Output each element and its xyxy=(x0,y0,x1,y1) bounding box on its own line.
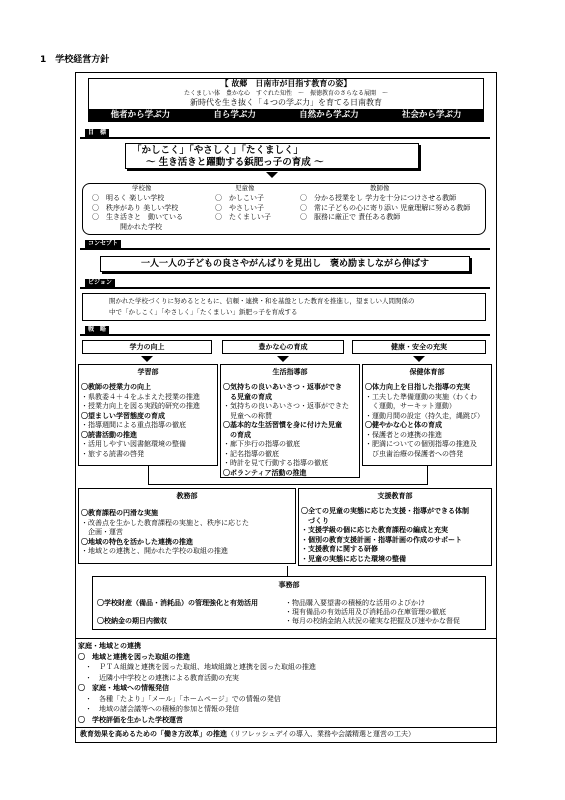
dept-lines xyxy=(223,383,349,478)
dept-title: 支援教育部 xyxy=(377,492,413,500)
connector xyxy=(148,466,149,484)
dept-line: ・改善点を生かした教育課程の実施と、秩序に応じた xyxy=(81,518,249,527)
dept-learning xyxy=(78,364,218,466)
school-image-list xyxy=(92,194,183,232)
city-vision-box xyxy=(88,78,484,122)
power-label: 自ら学ぶ力 xyxy=(213,109,256,120)
concept-rule xyxy=(80,248,490,250)
reform-bold: 教育効果を高めるための「働き方改革」の推進 xyxy=(80,730,227,738)
admin-left-item: 〇学校財産（備品・消耗品）の管理強化と有効活用 xyxy=(97,599,258,607)
dept-line: ・記名指導の徹底 xyxy=(223,449,279,458)
dept-line: る児童の育成 xyxy=(223,392,272,401)
strategy-tag: 戦 略 xyxy=(85,326,109,334)
child-image-list xyxy=(215,194,271,223)
dept-line: 〇地域の特色を活かした連携の推進 xyxy=(81,537,193,546)
dept-line: づくり xyxy=(301,516,329,525)
dept-academic-affairs xyxy=(78,488,296,564)
list-item: 〇 秩序があり 美しい学校 xyxy=(92,203,179,212)
dept-line: 〇読書活動の推進 xyxy=(81,430,137,439)
community-line: ・ 各種「たより」「メール」「ホームページ」での情報の発信 xyxy=(78,694,281,703)
dept-line: ・時計を見て行動する指導の徹底 xyxy=(223,459,328,467)
dept-line: く運動，サーキット運動） xyxy=(365,402,456,410)
goal-box xyxy=(125,143,419,169)
community-line: ・ ＰＴＡ組織と連携を図った取組、地域組織と連携を図った取組の推進 xyxy=(78,663,316,671)
dept-line: 〇望ましい学習態度の育成 xyxy=(81,411,165,420)
divider xyxy=(75,638,497,639)
four-powers-bar xyxy=(89,109,483,122)
dept-line: ・県教委４＋４をふまえた授業の推進 xyxy=(81,392,200,401)
community-line: 〇 学校評価を生かした学校運営 xyxy=(78,715,183,724)
dept-line: 〇ボランティア活動の推進 xyxy=(223,468,307,477)
vision-line1: 開かれた学校づくりに努めるとともに、信頼・連携・和を基盤とした教育を推進し，望ましい人間関係の xyxy=(109,297,415,305)
down-arrow-icon xyxy=(277,356,289,362)
connector xyxy=(287,566,288,576)
dept-line: ・児童の実態に応じた環境の整備 xyxy=(301,554,406,563)
dept-line: ・肥満についての個別指導の推進及 xyxy=(365,440,477,448)
admin-left-item: 〇校納金の期日内徴収 xyxy=(97,617,167,625)
vision-rule xyxy=(80,287,490,289)
dept-line: 〇健やかな心と体の育成 xyxy=(365,421,442,429)
list-item: 〇 常に子どもの心に寄り添い 児童理解に努める教師 xyxy=(300,203,471,212)
dept-line: ・旅する読書の啓発 xyxy=(81,449,144,458)
dept-line: 〇教育課程の円滑な実施 xyxy=(81,509,158,517)
list-item: 〇 やさしい子 xyxy=(215,203,264,212)
list-item: 〇 明るく 楽しい学校 xyxy=(92,194,165,202)
dept-line: ・授業力向上を図る実践的研究の推進 xyxy=(81,402,200,410)
dept-line: ・気持ちの良いあいさつ・返事ができた xyxy=(223,402,349,410)
vision-line2: 中で「かしこく」「やさしく」「たくましい」鋲肥っ子を育成する xyxy=(109,308,298,316)
list-item: 〇 生き活きと 動いている xyxy=(92,213,183,221)
dept-line: 〇基本的な生活習慣を身に付けた児童 xyxy=(223,421,342,429)
teacher-image-title: 教師像 xyxy=(370,184,390,192)
dept-lines xyxy=(81,509,249,557)
concept-box xyxy=(100,256,470,272)
dept-title: 生活指導部 xyxy=(272,368,308,376)
goal-rule xyxy=(80,137,490,139)
dept-line: ・工夫した準備運動の実施（わくわ xyxy=(365,392,477,401)
down-arrow-icon xyxy=(266,172,278,178)
goal-line2: ～ 生き活きと躍動する鋲肥っ子の育成 ～ xyxy=(146,157,324,168)
community-line: 家庭・地域との連携 xyxy=(78,642,141,650)
dept-lines xyxy=(81,383,200,459)
goal-tag: 目 標 xyxy=(85,129,109,137)
connector xyxy=(427,466,428,484)
reform-note: （リフレッシュデイの導入、業務や会議精選と運営の工夫） xyxy=(227,730,416,738)
vision-box xyxy=(82,293,486,321)
dept-line: 企画・運営 xyxy=(81,528,123,536)
dept-line: ・個別の教育支援計画・指導計画の作成のサポート xyxy=(301,535,462,544)
vision-tag: ビジョン xyxy=(85,279,115,287)
dept-line: ・保護者との連携の推進 xyxy=(365,430,442,439)
school-image-title: 学校像 xyxy=(132,184,152,192)
dept-line: の育成 xyxy=(223,430,251,439)
list-item: 〇 かしこい子 xyxy=(215,194,264,202)
dept-administration xyxy=(92,576,486,630)
goal-line1: 「かしこく」「やさしく」「たくましく」 xyxy=(132,145,304,156)
section-heading: 1 学校経営方針 xyxy=(40,55,110,65)
dept-lines xyxy=(365,383,484,459)
dept-line: 〇体力向上を目指した指導の充実 xyxy=(365,383,470,391)
community-section xyxy=(78,641,316,725)
concept-tag: コンセプト xyxy=(85,240,121,248)
dept-line: 〇全ての児童の実態に応じた支援・指導ができる体制 xyxy=(301,507,469,515)
dept-line: び虫歯治療の保護者への啓発 xyxy=(365,449,463,458)
dept-line: ・運動月間の設定（持久走，縄跳び） xyxy=(365,411,484,420)
strategy-item: 豊かな心の育成 xyxy=(222,340,344,354)
list-item: 開かれた学校 xyxy=(92,222,162,231)
power-label: 社会から学ぶ力 xyxy=(401,109,462,120)
city-vision-subtitle: たくましい体 豊かな心 すぐれた知性 ～ 振徳教育のさらなる展開 ～ xyxy=(183,90,388,97)
dept-line: ・支援教育に関する研修 xyxy=(301,545,378,553)
dept-title: 学習部 xyxy=(137,368,159,376)
list-item: 〇 たくましい子 xyxy=(215,213,271,221)
list-item: 〇 分かる授業をし 学力を十分につけさせる教師 xyxy=(300,194,457,202)
child-image-title: 児童像 xyxy=(235,184,255,192)
dept-life-guidance xyxy=(220,364,360,478)
dept-line: 〇気持ちの良いあいさつ・返事ができ xyxy=(223,383,342,391)
dept-line: ・支援学級の個に応じた教育課程の編成と充実 xyxy=(301,526,448,534)
power-label: 他者から学ぶ力 xyxy=(110,109,171,120)
community-line: 〇 家庭・地域への情報発信 xyxy=(78,684,169,692)
down-arrow-icon xyxy=(413,356,425,362)
dept-line: ・地域との連携と、開かれた学校の取組の推進 xyxy=(81,547,228,555)
dept-lines xyxy=(301,507,469,564)
teacher-image-list xyxy=(300,194,470,223)
city-vision-title: 【 故郷 日南市が目指す教育の姿】 xyxy=(220,79,352,88)
work-style-reform xyxy=(80,730,415,740)
connector xyxy=(148,484,428,485)
dept-line: ・廊下歩行の指導の徹底 xyxy=(223,440,300,448)
community-line: 〇 地域と連携を図った取組の推進 xyxy=(78,652,190,661)
city-vision-slogan: 新時代を生き抜く「４つの学ぶ力」を育てる日南教育 xyxy=(190,98,382,107)
admin-right-item: ・物品購入要望書の積極的な活用のよびかけ xyxy=(285,599,425,607)
dept-line: 〇教師の授業力の向上 xyxy=(81,383,151,391)
concept-text: 一人一人の子どもの良さやがんばりを見出し 褒め励ましながら伸ばす xyxy=(140,259,429,269)
admin-right-item: ・毎月の校納金納入状況の確実な把握及び速やかな督促 xyxy=(285,617,460,625)
strategy-rule xyxy=(80,334,490,336)
dept-title: 教務部 xyxy=(176,492,198,500)
divider xyxy=(75,727,497,728)
dept-title: 保健体育部 xyxy=(409,368,445,376)
strategy-item: 学力の向上 xyxy=(82,340,212,354)
community-line: ・ 地域の諸会議等への積極的参加と情報の発信 xyxy=(78,705,239,713)
dept-line: ・活用しやすい図書館環境の整備 xyxy=(81,440,186,448)
dept-special-support xyxy=(298,488,492,566)
list-item: 〇 服務に厳正で 責任ある教師 xyxy=(300,213,401,221)
dept-health-pe xyxy=(362,364,492,466)
strategy-item: 健康・安全の充実 xyxy=(352,340,486,354)
admin-right-item: ・現有備品の有効活用及び消耗品の在庫管理の徹底 xyxy=(285,608,446,616)
dept-title: 事務部 xyxy=(278,581,300,589)
dept-line: ・指導週間による重点指導の徹底 xyxy=(81,421,186,429)
dept-line: 児童への称賛 xyxy=(223,411,272,420)
down-arrow-icon xyxy=(141,356,153,362)
community-line: ・ 近隣小中学校との連携による教育活動の充実 xyxy=(78,673,239,682)
power-label: 自然から学ぶ力 xyxy=(299,109,359,120)
